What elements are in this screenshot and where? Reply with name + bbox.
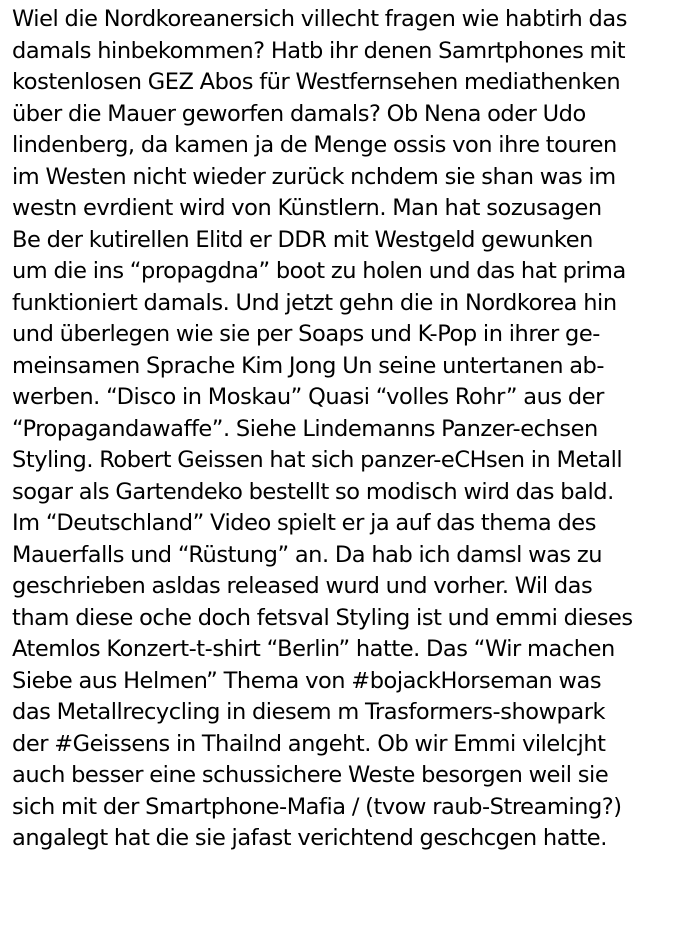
text-line: das Metallrecycling in diesem m Trasformers-showpark xyxy=(12,699,606,725)
text-line: tham diese oche doch fetsval Styling ist und emmi dieses xyxy=(12,604,633,631)
text-line: geschrieben asldas released wurd und vorher. Wil das xyxy=(12,573,593,599)
text-line: kostenlosen GEZ Abos für Westfernsehen mediathenken xyxy=(12,69,621,95)
text-line: funktioniert damals. Und jetzt gehn die in Nordkorea hin xyxy=(12,289,617,316)
text-line: sich mit der Smartphone-Mafia / (tvow raub-Streaming?) xyxy=(12,793,622,820)
text-line: im Westen nicht wieder zurück nchdem sie shan was im xyxy=(12,163,616,190)
text-line: “Propagandawaffe”. Siehe Lindemanns Panzer-echsen xyxy=(12,415,598,442)
text-line: werben. “Disco in Moskau” Quasi “volles Rohr” aus der xyxy=(12,384,604,410)
text-line: Mauerfalls und “Rüstung” an. Da hab ich damsl was zu xyxy=(12,541,603,568)
text-line: der #Geissens in Thailnd angeht. Ob wir Emmi vilelcjht xyxy=(12,730,606,757)
text-line: über die Mauer geworfen damals? Ob Nena oder Udo xyxy=(12,100,586,127)
text-line: auch besser eine schussichere Weste besorgen weil sie xyxy=(12,762,609,788)
text-line: um die ins “propagdna” boot zu holen und das hat prima xyxy=(12,258,626,284)
text-line: westn evrdient wird von Künstlern. Man hat sozusagen xyxy=(12,195,602,221)
text-line: Wiel die Nordkoreanersich villecht fragen wie habtirh das xyxy=(12,6,627,32)
text-line: Be der kutirellen Elitd er DDR mit Westgeld gewunken xyxy=(12,226,593,253)
text-line: sogar als Gartendeko bestellt so modisch wird das bald. xyxy=(12,478,614,505)
document-text-block xyxy=(12,4,682,855)
text-line: meinsamen Sprache Kim Jong Un seine untertanen ab- xyxy=(12,352,605,379)
text-line: damals hinbekommen? Hatb ihr denen Samrtphones mit xyxy=(12,37,626,64)
text-line: Siebe aus Helmen” Thema von #bojackHorseman was xyxy=(12,667,602,694)
text-line: Atemlos Konzert-t-shirt “Berlin” hatte. Das “Wir machen xyxy=(12,636,615,662)
text-line: lindenberg, da kamen ja de Menge ossis von ihre touren xyxy=(12,132,617,158)
text-line: und überlegen wie sie per Soaps und K-Pop in ihrer ge- xyxy=(12,321,600,347)
text-line: angalegt hat die sie jafast verichtend geschcgen hatte. xyxy=(12,825,607,851)
text-line: Im “Deutschland” Video spielt er ja auf das thema des xyxy=(12,510,596,536)
text-line: Styling. Robert Geissen hat sich panzer-eCHsen in Metall xyxy=(12,447,623,473)
